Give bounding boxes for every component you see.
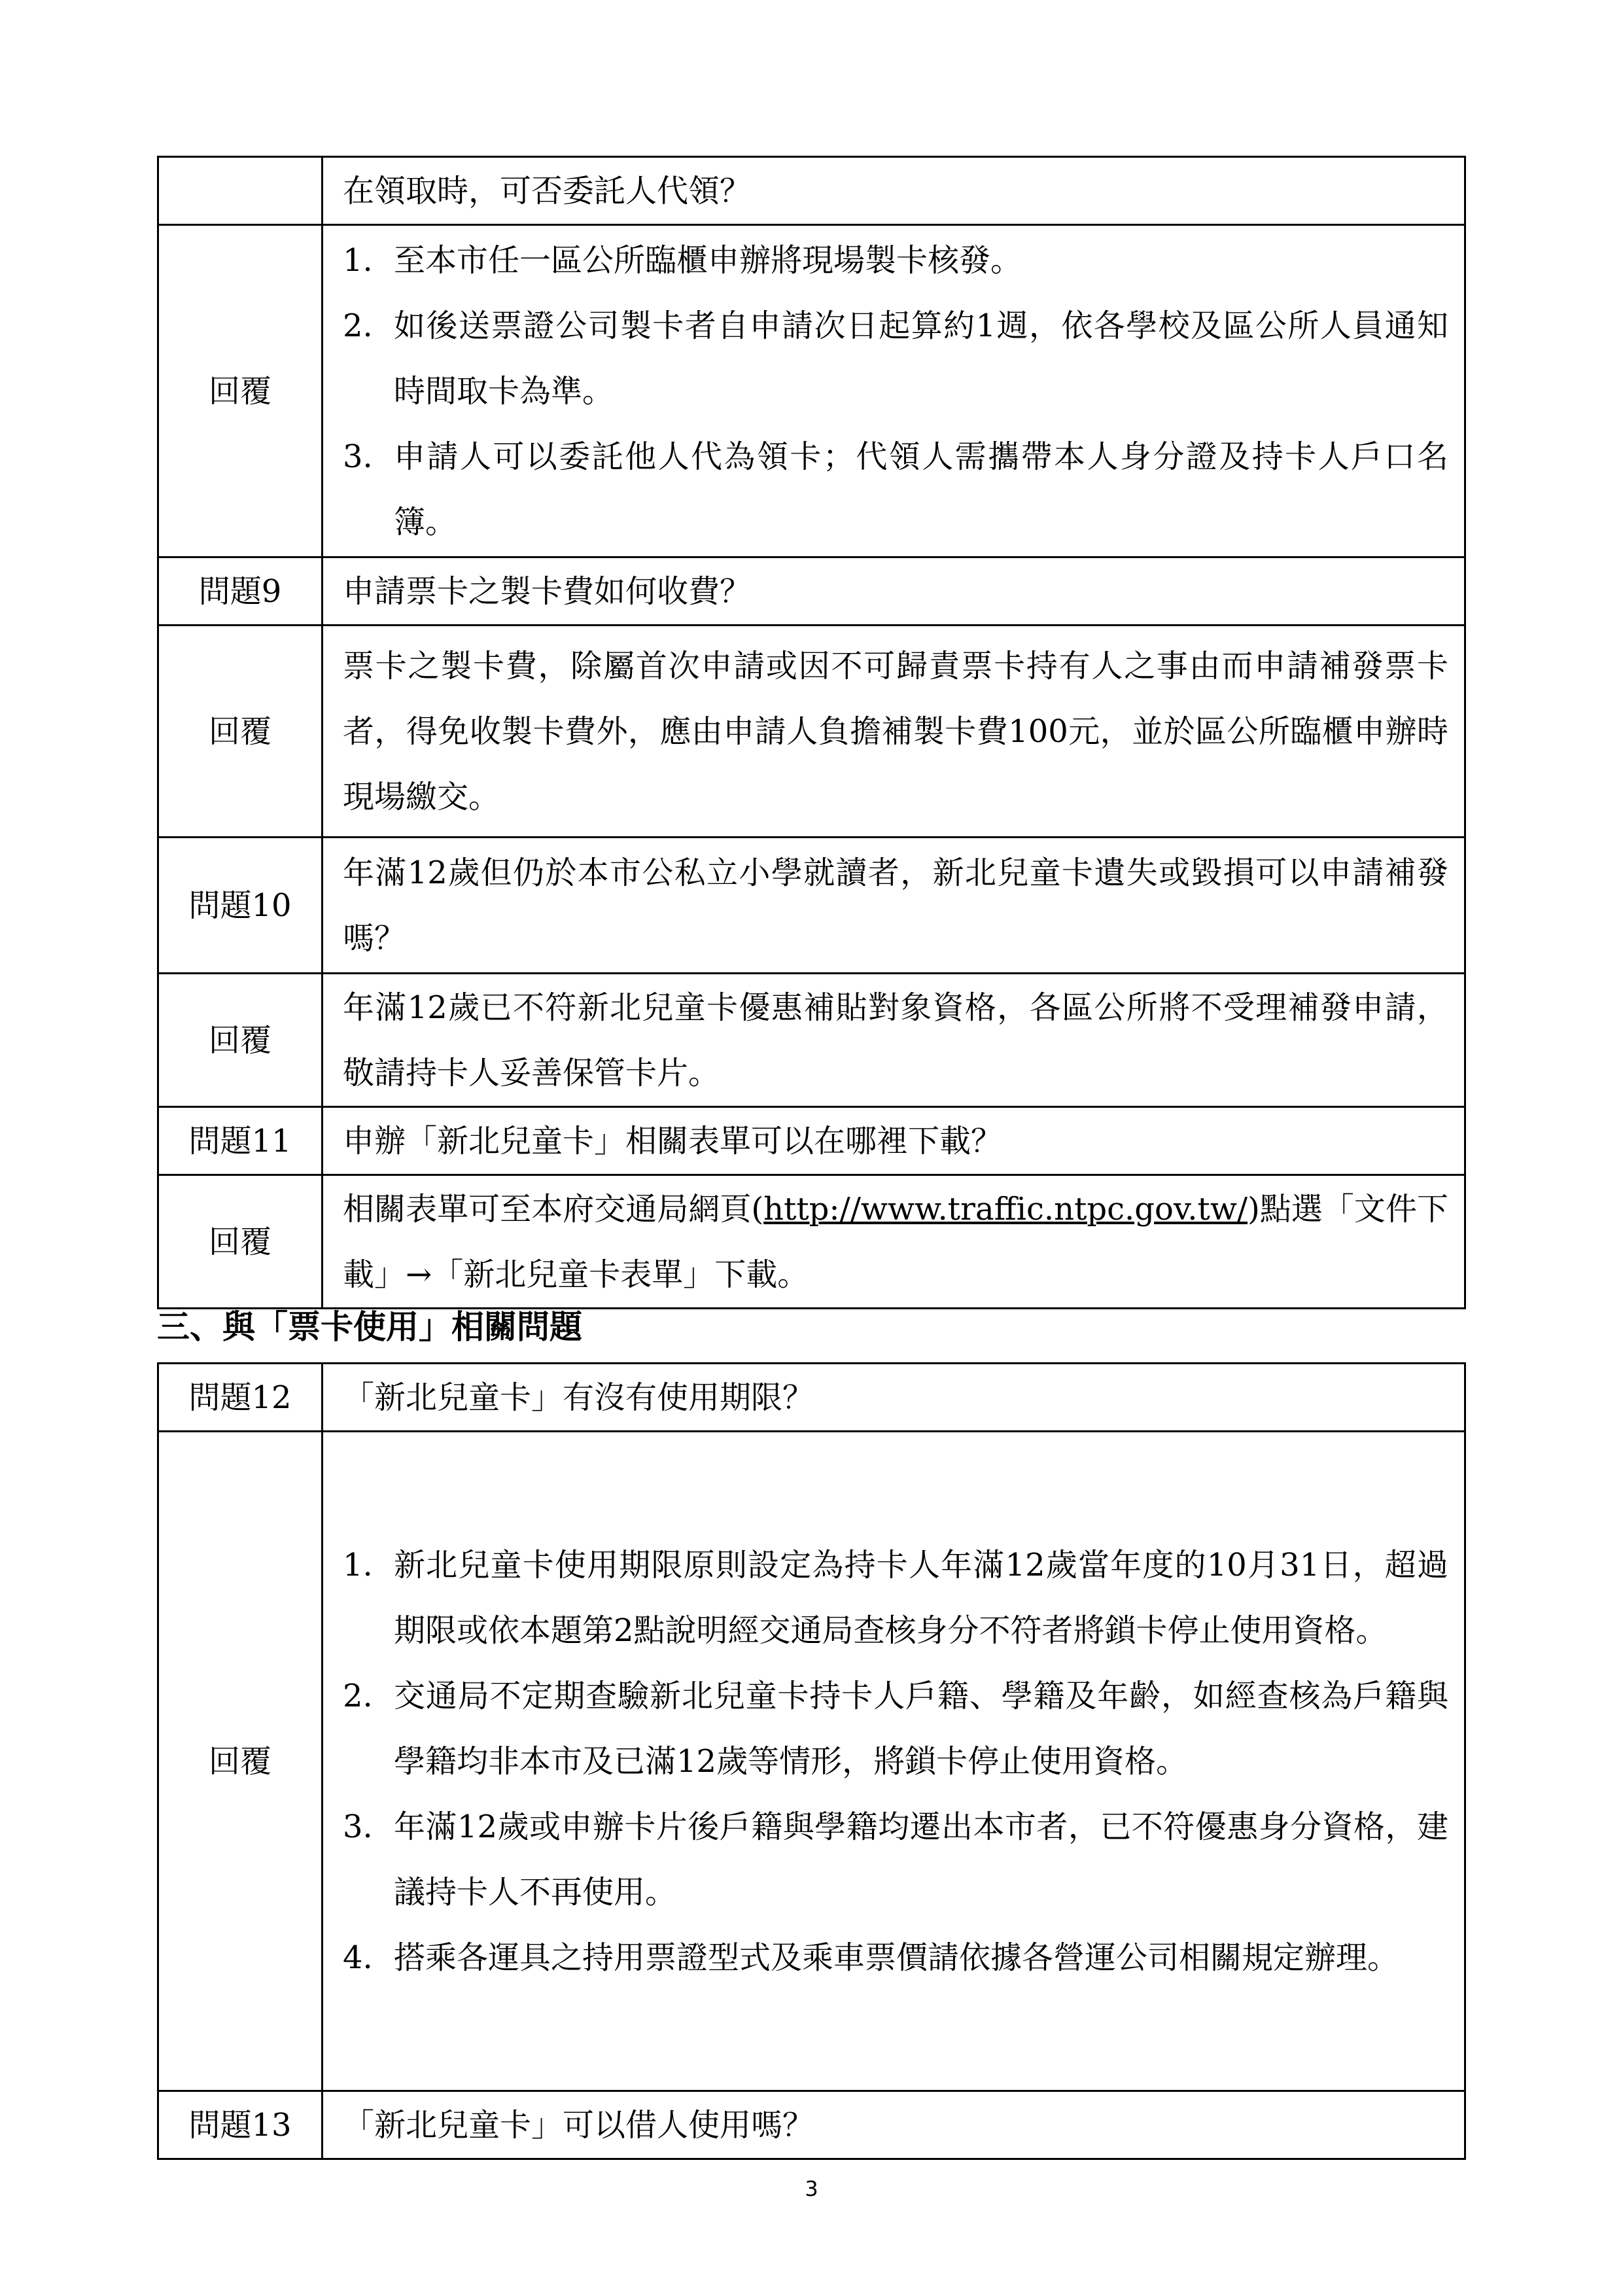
question-text: 「新北兒童卡」有沒有使用期限？ [323,1364,1465,1432]
list-item [343,1663,1448,1794]
table-row [158,626,1465,838]
question-text: 申請票卡之製卡費如何收費？ [323,557,1465,626]
reply-body [323,1432,1465,2091]
table-row [158,557,1465,626]
reply-body [323,225,1465,557]
question-label: 問題13 [158,2091,323,2159]
table-row [158,1364,1465,1432]
item-number: 3. [343,1808,373,1845]
faq-table-card-pickup [157,156,1466,1309]
table-row [158,1175,1465,1309]
item-text: 如後送票證公司製卡者自申請次日起算約1週，依各學校及區公所人員通知時間取卡為準。 [394,307,1448,410]
table-row [158,225,1465,557]
reply-text [323,1175,1465,1309]
list-item [343,228,1448,293]
reply-label: 回覆 [158,626,323,838]
row-label-empty [158,157,323,225]
traffic-bureau-link[interactable]: http://www.traffic.ntpc.gov.tw/ [763,1190,1248,1227]
reply-label: 回覆 [158,1175,323,1309]
list-item [343,424,1448,555]
faq-table-card-usage [157,1362,1466,2160]
item-number: 2. [343,307,373,344]
question-label: 問題11 [158,1107,323,1175]
question-text: 「新北兒童卡」可以借人使用嗎？ [323,2091,1465,2159]
item-text: 搭乘各運具之持用票證型式及乘車票價請依據各營運公司相關規定辦理。 [394,1939,1399,1976]
table-row [158,838,1465,974]
question-label: 問題10 [158,838,323,974]
page-number: 3 [805,2176,818,2201]
reply-label: 回覆 [158,1432,323,2091]
item-number: 1. [343,1546,373,1583]
list-item [343,293,1448,424]
item-text: 交通局不定期查驗新北兒童卡持卡人戶籍、學籍及年齡，如經查核為戶籍與學籍均非本市及已滿12歲等情形，將鎖卡停止使用資格。 [394,1677,1448,1780]
question-continuation: 在領取時，可否委託人代領？ [323,157,1465,225]
item-number: 3. [343,438,373,475]
table-row [158,157,1465,225]
item-number: 1. [343,241,373,279]
item-number: 2. [343,1677,373,1714]
list-item [343,1794,1448,1925]
question-text: 年滿12歲但仍於本市公私立小學就讀者，新北兒童卡遺失或毀損可以申請補發嗎？ [323,838,1465,974]
table-row [158,2091,1465,2159]
reply-list [343,1532,1448,1990]
table-row [158,1107,1465,1175]
item-number: 4. [343,1939,373,1976]
item-text: 申請人可以委託他人代為領卡；代領人需攜帶本人身分證及持卡人戶口名簿。 [394,438,1448,540]
reply-label: 回覆 [158,974,323,1107]
question-label: 問題12 [158,1364,323,1432]
item-text: 年滿12歲或申辦卡片後戶籍與學籍均遷出本市者，已不符優惠身分資格，建議持卡人不再使用。 [394,1808,1448,1911]
reply-label: 回覆 [158,225,323,557]
reply-list [343,228,1448,555]
table-row [158,974,1465,1107]
table-row [158,1432,1465,2091]
question-text: 申辦「新北兒童卡」相關表單可以在哪裡下載？ [323,1107,1465,1175]
item-text: 至本市任一區公所臨櫃申辦將現場製卡核發。 [394,241,1022,279]
list-item [343,1532,1448,1663]
question-label: 問題9 [158,557,323,626]
section-heading: 三、與「票卡使用」相關問題 [157,1307,582,1346]
list-item [343,1925,1448,1990]
reply-text-before: 相關表單可至本府交通局網頁( [343,1190,764,1227]
item-text: 新北兒童卡使用期限原則設定為持卡人年滿12歲當年度的10月31日，超過期限或依本題第2點說明經交通局查核身分不符者將鎖卡停止使用資格。 [394,1546,1448,1649]
reply-text: 年滿12歲已不符新北兒童卡優惠補貼對象資格，各區公所將不受理補發申請，敬請持卡人妥善保管卡片。 [323,974,1465,1107]
reply-text: 票卡之製卡費，除屬首次申請或因不可歸責票卡持有人之事由而申請補發票卡者，得免收製卡費外，應由申請人負擔補製卡費100元，並於區公所臨櫃申辦時現場繳交。 [323,626,1465,838]
reply-text-after: )點選「文件下載」→「新北兒童卡表單」下載。 [343,1190,1448,1293]
